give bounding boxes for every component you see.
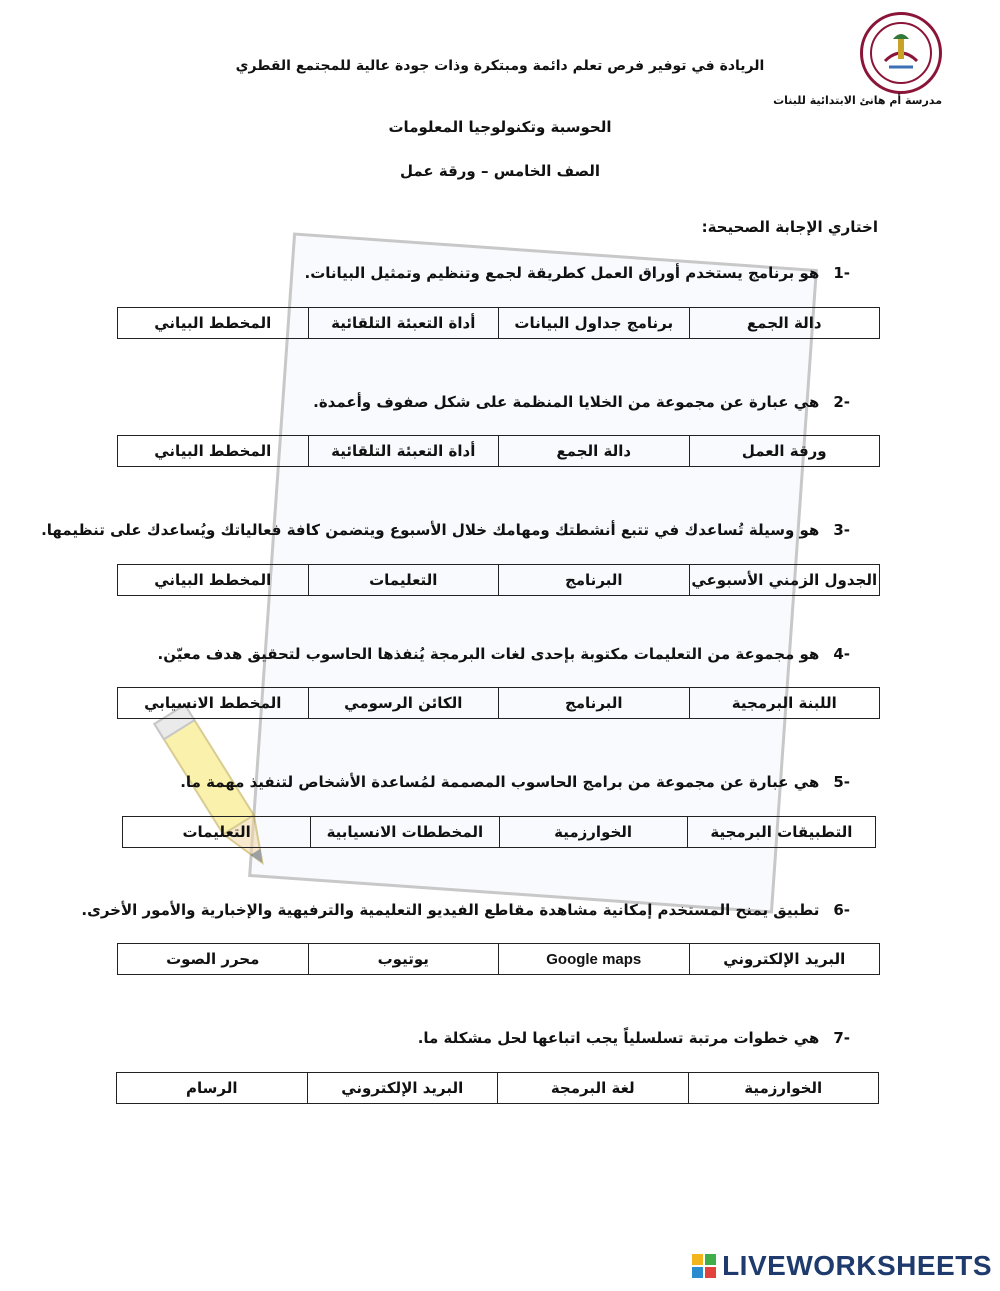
options-table-1 (117, 307, 880, 339)
options-table-5 (122, 816, 876, 848)
slogan: الريادة في توفير فرص تعلم دائمة ومبتكرة وذات جودة عالية للمجتمع القطري (235, 58, 765, 74)
question-number: -1 (833, 264, 850, 282)
option-cell[interactable]: المخطط البياني (118, 565, 309, 596)
question-text: هو وسيلة تُساعدك في تتبع أنشطتك ومهامك خلال الأسبوع ويتضمن كافة فعالياتك ويُساعدك على تنظيمها. (41, 521, 820, 539)
option-cell[interactable]: المخطط الانسيابي (118, 688, 309, 719)
option-cell[interactable]: التعليمات (123, 817, 311, 848)
option-cell[interactable]: اللبنة البرمجية (689, 688, 880, 719)
option-cell[interactable]: الكائن الرسومي (308, 688, 499, 719)
liveworksheets-logo-icon (692, 1254, 716, 1278)
question-number: -7 (833, 1029, 850, 1047)
question-5 (180, 773, 850, 791)
question-text: هي عبارة عن مجموعة من برامج الحاسوب المصممة لمُساعدة الأشخاص لتنفيذ مهمة ما. (180, 773, 820, 791)
question-number: -2 (833, 393, 850, 411)
option-cell[interactable]: البريد الإلكتروني (307, 1073, 498, 1104)
options-table-4 (117, 687, 880, 719)
pencil-watermark-icon (150, 690, 290, 900)
emblem-icon (863, 15, 939, 91)
question-3 (41, 521, 850, 539)
option-cell[interactable]: أداة التعبئة التلقائية (308, 436, 499, 467)
instruction: اختاري الإجابة الصحيحة: (701, 218, 878, 236)
footer-brand (692, 1249, 992, 1283)
options-table-7 (116, 1072, 879, 1104)
option-cell[interactable]: برنامج جداول البيانات (499, 308, 690, 339)
option-cell[interactable]: المخططات الانسيابية (311, 817, 499, 848)
options-table-3 (117, 564, 880, 596)
question-6 (81, 901, 850, 919)
option-cell[interactable]: الجدول الزمني الأسبوعي (689, 565, 880, 596)
option-cell[interactable]: التعليمات (308, 565, 499, 596)
option-cell[interactable]: البرنامج (499, 565, 690, 596)
question-number: -3 (833, 521, 850, 539)
brand-name[interactable]: LIVEWORKSHEETS (722, 1250, 992, 1281)
option-cell[interactable]: محرر الصوت (118, 944, 309, 975)
question-text: هي خطوات مرتبة تسلسلياً يجب اتباعها لحل مشكلة ما. (417, 1029, 820, 1047)
option-cell[interactable]: دالة الجمع (689, 308, 880, 339)
option-cell[interactable]: البرنامج (499, 688, 690, 719)
options-table-2 (117, 435, 880, 467)
option-cell[interactable]: أداة التعبئة التلقائية (308, 308, 499, 339)
school-name: مدرسة أم هانئ الابتدائية للبنات (773, 94, 942, 107)
question-number: -4 (833, 645, 850, 663)
question-text: تطبيق يمنح المستخدم إمكانية مشاهدة مقاطع الفيديو التعليمية والترفيهية والإخبارية والأمور الأخرى. (81, 901, 820, 919)
option-cell[interactable]: دالة الجمع (499, 436, 690, 467)
question-number: -5 (833, 773, 850, 791)
ministry-logo (860, 12, 942, 94)
option-cell[interactable]: الخوارزمية (499, 817, 687, 848)
option-cell[interactable]: لغة البرمجة (498, 1073, 689, 1104)
option-cell[interactable]: Google maps (499, 944, 690, 975)
question-text: هو مجموعة من التعليمات مكتوبة بإحدى لغات البرمجة يُنفذها الحاسوب لتحقيق هدف معيّن. (157, 645, 820, 663)
question-1 (305, 264, 850, 282)
option-cell[interactable]: الخوارزمية (688, 1073, 879, 1104)
question-text: هو برنامج يستخدم أوراق العمل كطريقة لجمع وتنظيم وتمثيل البيانات. (304, 264, 820, 282)
question-number: -6 (833, 901, 850, 919)
option-cell[interactable]: التطبيقات البرمجية (687, 817, 875, 848)
option-cell[interactable]: المخطط البياني (118, 308, 309, 339)
subject-title: الحوسبة وتكنولوجيا المعلومات (388, 118, 612, 136)
option-cell[interactable]: البريد الإلكتروني (689, 944, 880, 975)
question-2 (313, 393, 850, 411)
options-table-6 (117, 943, 880, 975)
question-7 (418, 1029, 850, 1047)
question-text: هي عبارة عن مجموعة من الخلايا المنظمة على شكل صفوف وأعمدة. (313, 393, 820, 411)
option-cell[interactable]: المخطط البياني (118, 436, 309, 467)
option-cell[interactable]: ورقة العمل (689, 436, 880, 467)
option-cell[interactable]: يوتيوب (308, 944, 499, 975)
option-cell[interactable]: الرسام (117, 1073, 308, 1104)
question-4 (158, 645, 850, 663)
worksheet-title: الصف الخامس – ورقة عمل (399, 162, 601, 180)
